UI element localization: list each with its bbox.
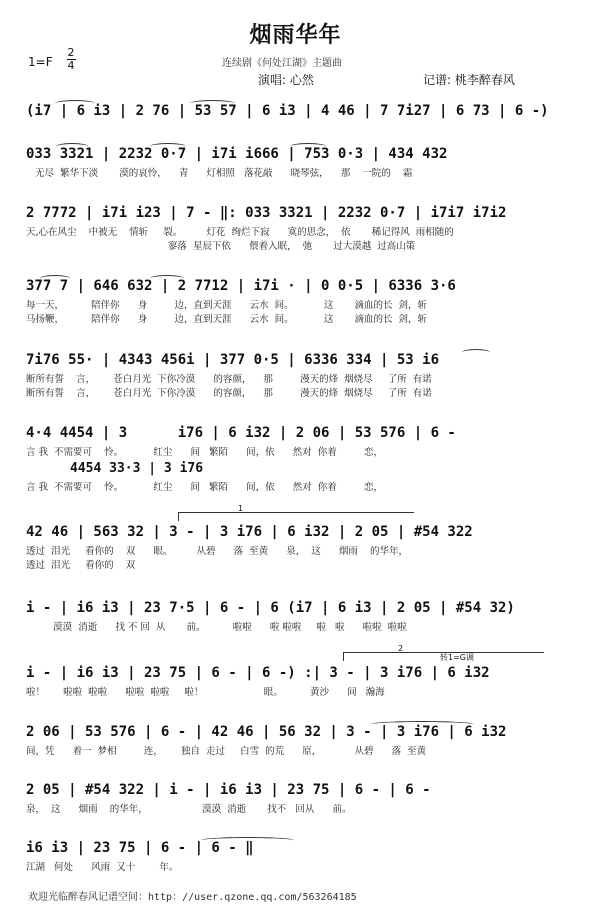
- slur-mark: [370, 721, 475, 728]
- slur-mark: [190, 100, 235, 107]
- lyric-row: 每一天， 陪伴你 身 边，直到天涯 云水 间。 这 滴血的长 剑，斩: [26, 300, 428, 311]
- lyric-row: 断所有誓 言， 苍白月光 下你冷漠 的容颜， 那 漫天的烽 烟烧尽 了所 有诺: [26, 374, 432, 385]
- slur-mark: [56, 143, 88, 150]
- notation-row: 4·4 4454 | 3 i76 | 6 i32 | 2 06 | 53 576 | 6 -: [26, 425, 456, 441]
- slur-mark: [150, 143, 186, 150]
- lyric-row: 江湖 何处 风雨 又十 年。: [26, 862, 179, 873]
- page-title: 烟雨华年: [249, 23, 342, 48]
- lyric-row: 透过 泪光 看你的 双 眼。 从碧 落 至黄 泉， 这 烟雨 的华年，: [26, 546, 409, 557]
- notation-row: 033 3321 | 2232 0·7 | i7i i666 | 753 0·3 | 434 432: [26, 146, 448, 162]
- lyric-row: 啦！ 啦啦 啦啦 啦啦 啦啦 啦！ 眼。 黄沙 间 瀚海: [26, 687, 385, 698]
- notation-row: i - | i6 i3 | 23 75 | 6 - | 6 -) :| 3 - | 3 i76 | 6 i32: [26, 665, 490, 681]
- notation-row: 2 06 | 53 576 | 6 - | 42 46 | 56 32 | 3 - | 3 i76 | 6 i32: [26, 724, 507, 740]
- lyric-row: 漠漠 消逝 找 不 回 从 前。 啦啦 啦 啦啦 啦 啦 啦啦 啦啦: [26, 622, 407, 633]
- key-change-label: 转1=G调: [440, 653, 474, 662]
- first-ending-label: 1: [238, 504, 244, 513]
- first-ending-bracket: [178, 512, 414, 521]
- lyric-row: 断所有誓 言， 苍白月光 下你冷漠 的容颜， 那 漫天的烽 烟烧尽 了所 有诺: [26, 388, 432, 399]
- meter-bottom: 4: [67, 59, 75, 72]
- score-line-11: [26, 782, 560, 815]
- lyric-row: 言 我 不需要可 怜。 红尘 间 繁陌 间，依 然对 你着 恋，: [26, 482, 383, 493]
- second-ending-label: 2: [398, 644, 404, 653]
- meter-top: 2: [67, 46, 75, 59]
- lyric-row: 寥落 星辰下依 偎着入眠， 弛 过大漠越 过高山策: [26, 241, 416, 252]
- score-line-2: [26, 146, 560, 179]
- alt-notation-row: 4454 33·3 | 3 i76: [70, 461, 204, 476]
- transcriber-credit: 记谱: 桃李醉春风: [423, 73, 515, 87]
- score-line-10: [26, 724, 560, 757]
- subtitle: 连续剧《何处江湖》主题曲: [222, 58, 342, 69]
- score-line-9: [26, 665, 560, 698]
- notation-row: i - | i6 i3 | 23 7·5 | 6 - | 6 (i7 | 6 i3 | 2 05 | #54 32): [26, 600, 515, 616]
- lyric-row: 马扬鞭， 陪伴你 身 边，直到天涯 云水 间。 这 滴血的长 剑，斩: [26, 314, 428, 325]
- singer-credit: 演唱: 心然: [258, 73, 314, 87]
- notation-row: 42 46 | 563 32 | 3 - | 3 i76 | 6 i32 | 2 05 | #54 322: [26, 524, 473, 540]
- slur-mark: [40, 275, 70, 282]
- score-line-12: [26, 840, 560, 873]
- slur-mark: [200, 837, 295, 844]
- score-line-6: [26, 425, 560, 493]
- slur-mark: [462, 349, 490, 356]
- score-line-7: [26, 524, 560, 571]
- lyric-row: 间，凭 着一 梦相 连， 独自 走过 白雪 的荒 原， 从碧 落 至黄: [26, 746, 427, 757]
- lyric-row: 天,心在风尘 中被无 情斩 裂。 灯花 绚烂下寂 寞的思念， 依 稀记得风 雨相随的: [26, 227, 454, 238]
- footer-credit: 欢迎光临醉春风记谱空间：http：//user.qzone.qq.com/563264185: [28, 892, 357, 903]
- slur-mark: [55, 100, 95, 107]
- notation-row: 2 05 | #54 322 | i - | i6 i3 | 23 75 | 6 - | 6 -: [26, 782, 431, 798]
- time-signature: [66, 47, 76, 72]
- lyric-row: 言 我 不需要可 怜。 红尘 间 繁陌 间，依 然对 你着 恋，: [26, 447, 383, 458]
- score-line-1: [26, 103, 560, 119]
- notation-row: 377 7 | 646 632 | 2 7712 | i7i · | 0 0·5 | 6336 3·6: [26, 278, 456, 294]
- lyric-row: 泉， 这 烟雨 的华年， 漠漠 消逝 找不 回从 前。: [26, 804, 352, 815]
- notation-row: 7i76 55· | 4343 456i | 377 0·5 | 6336 334 | 53 i6: [26, 352, 440, 368]
- score-line-5: [26, 352, 560, 399]
- notation-row: i6 i3 | 23 75 | 6 - | 6 - ‖: [26, 840, 254, 856]
- key-signature: 1=F: [28, 55, 53, 69]
- lyric-row: 透过 泪光 看你的 双: [26, 560, 136, 571]
- lyric-row: 无尽 繁华下淡 漠的哀怜， 青 灯相照 落花敲 晓琴弦， 那 一院的 霜: [26, 168, 413, 179]
- notation-row: 2 7772 | i7i i23 | 7 - ‖: 033 3321 | 2232 0·7 | i7i7 i7i2: [26, 205, 507, 221]
- slur-mark: [290, 143, 326, 150]
- notation-row: (i7 | 6 i3 | 2 76 | 53 57 | 6 i3 | 4 46 | 7 7i27 | 6 73 | 6 -): [26, 103, 549, 119]
- score-line-8: [26, 600, 560, 633]
- slur-mark: [150, 275, 184, 282]
- score-line-3: [26, 205, 560, 252]
- score-line-4: [26, 278, 560, 325]
